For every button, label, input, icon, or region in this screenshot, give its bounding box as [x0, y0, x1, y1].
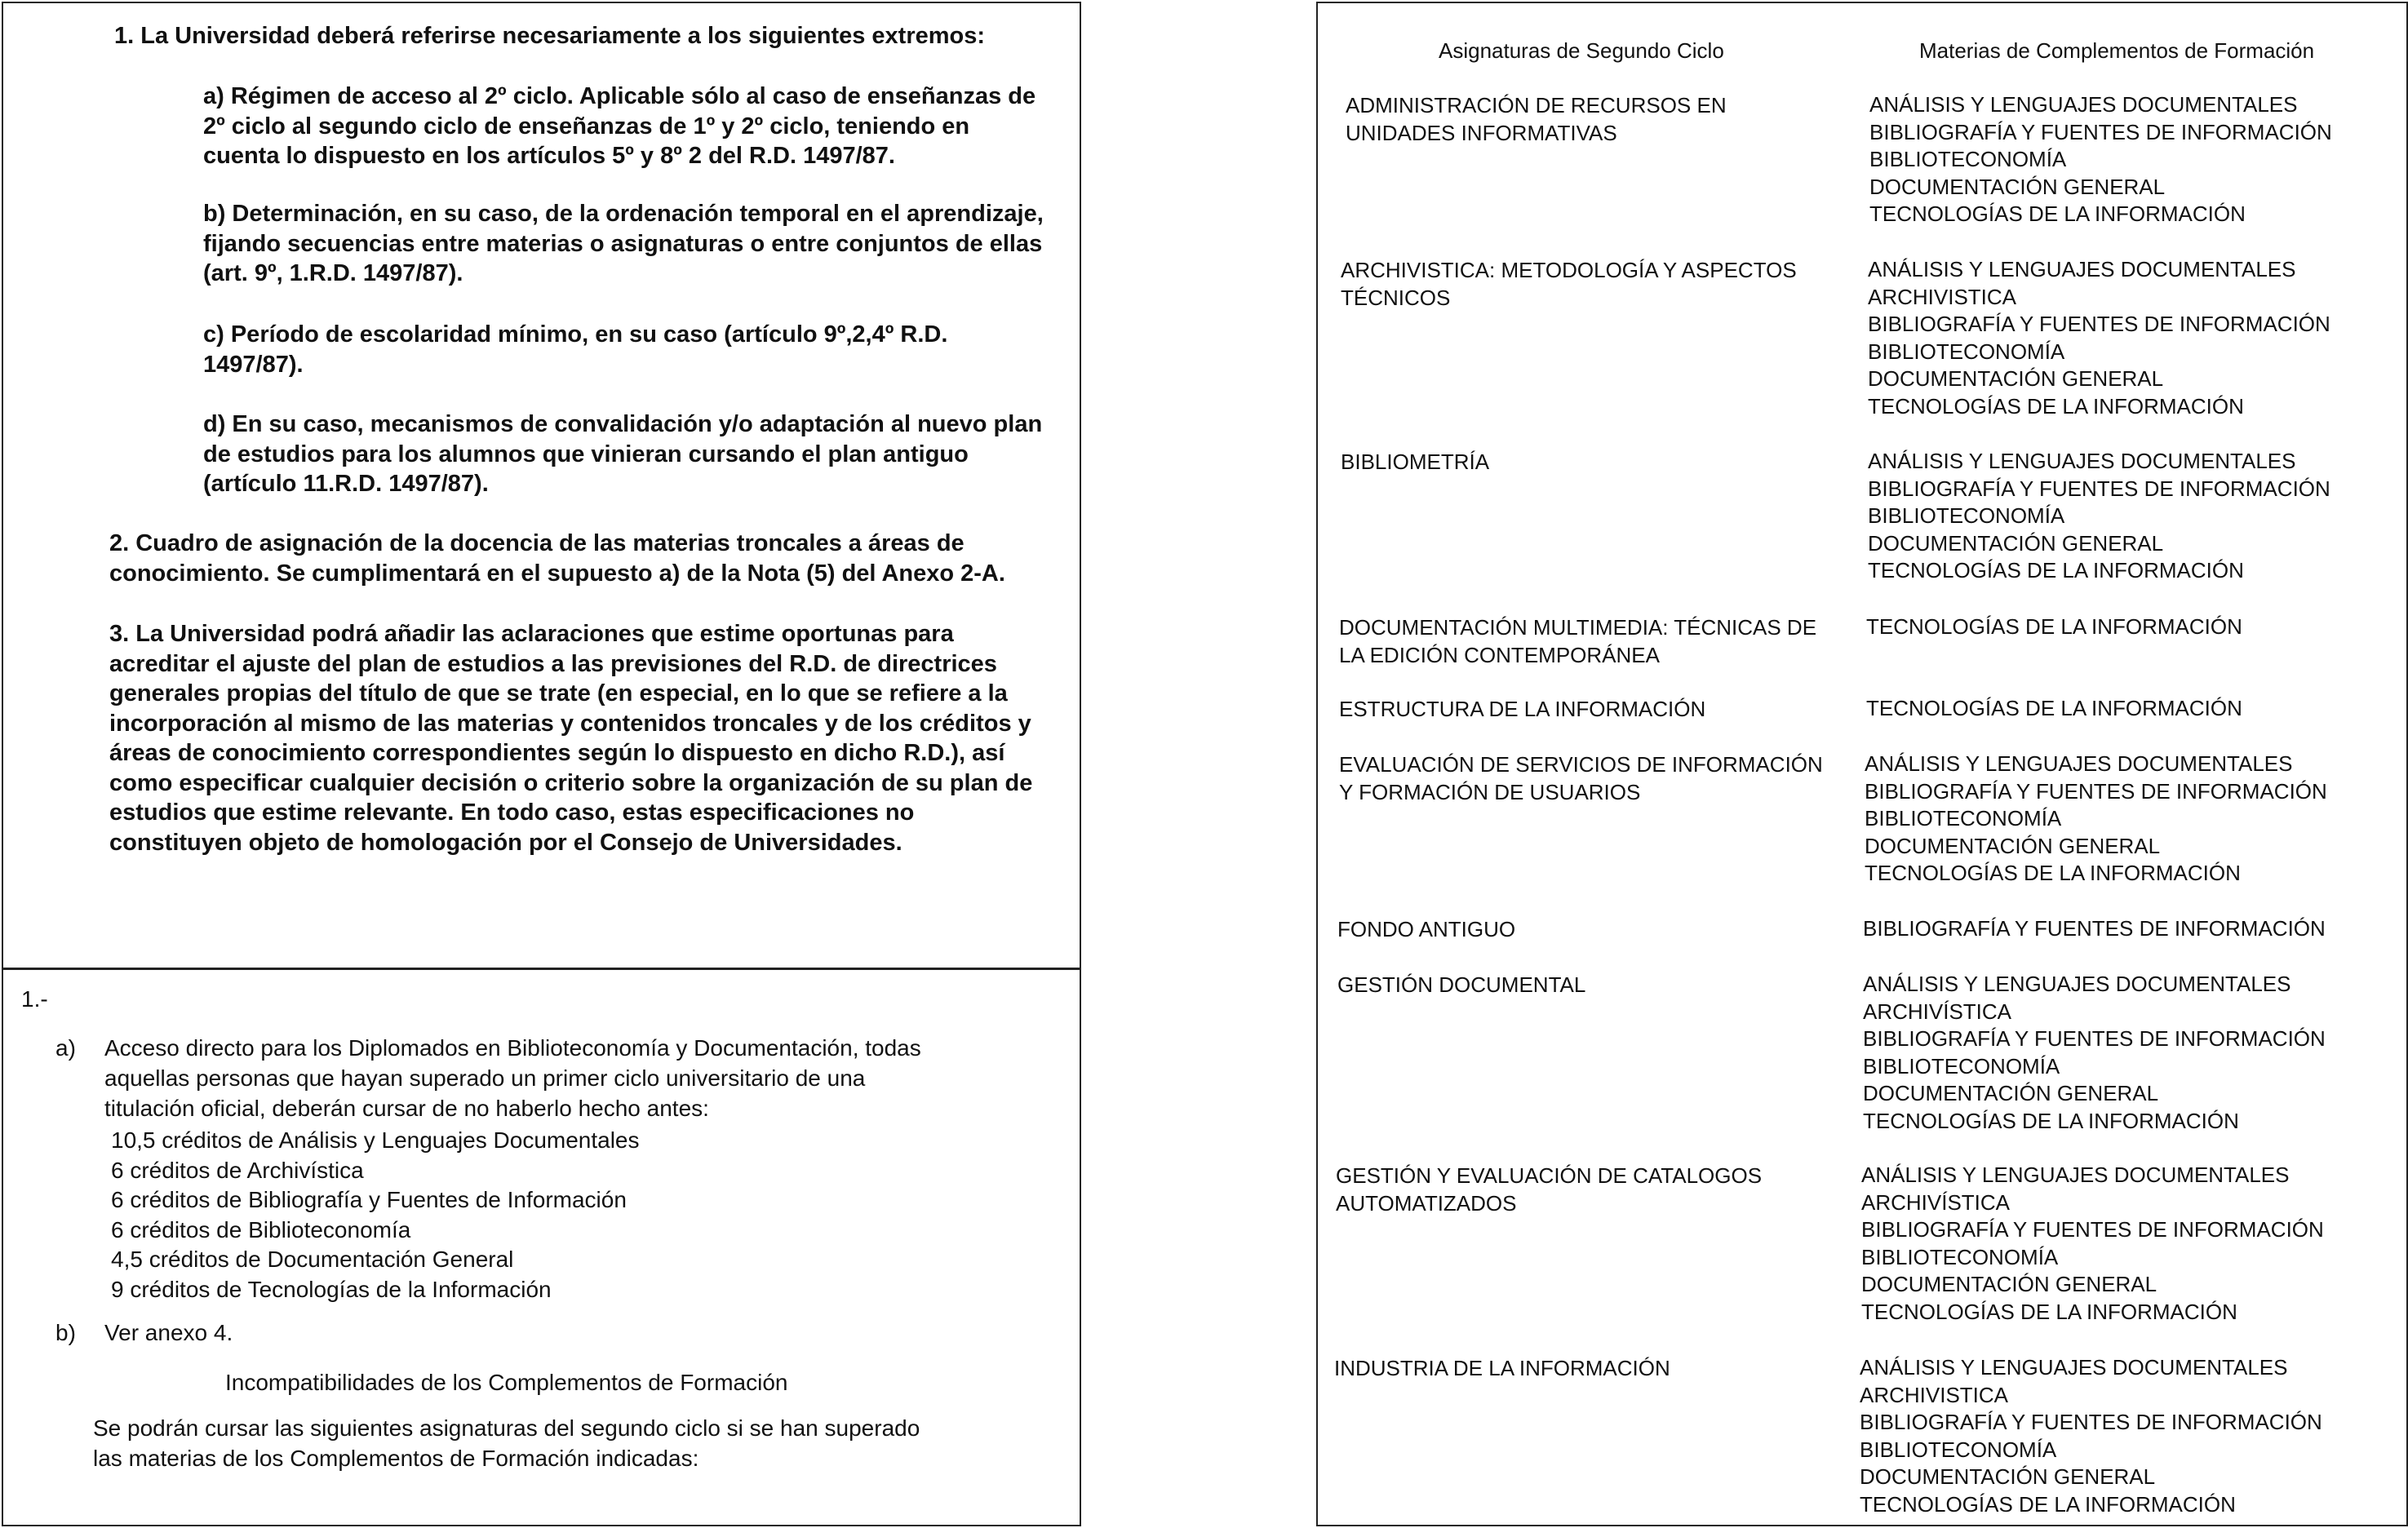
- materias-list: [1869, 91, 2408, 228]
- materias-list: [1863, 915, 2401, 943]
- item-1: 1. La Universidad deberá referirse necesariamente a los siguientes extremos:: [114, 23, 986, 49]
- subject-name: ESTRUCTURA DE LA INFORMACIÓN: [1339, 697, 1706, 721]
- item-3: 3. La Universidad podrá añadir las aclaraciones que estime oportunas para acreditar el ajuste del plan de estudios a las previsiones del R.D. de directrices generales propias del título de que se trate (en especial, en lo que se refiere a la incorporación al mismo de las materias y contenidos troncales y de los créditos y áreas de conocimiento correspondientes según lo dispuesto en dicho R.D.), así como especificar cualquier decisión o criterio sobre la organización de su plan de estudios que estime relevante. En todo caso, estas especificaciones no constituyen objeto de homologación por el Consejo de Universidades.: [109, 621, 1033, 856]
- item-1c: c) Período de escolaridad mínimo, en su caso (artículo 9º,2,4º R.D. 1497/87).: [203, 321, 948, 378]
- subjects-table: [1316, 2, 2408, 1526]
- closing-paragraph: Se podrán cursar las siguientes asignaturas del segundo ciclo si se han superado las materias de los Complementos de Formación indicadas:: [93, 1415, 920, 1471]
- materias-list: [1866, 695, 2405, 723]
- materia: ARCHIVISTICA: [1860, 1382, 2009, 1407]
- header-materias: Materias de Complementos de Formación: [1919, 38, 2315, 63]
- subject-name: INDUSTRIA DE LA INFORMACIÓN: [1334, 1356, 1670, 1380]
- subject-name: GESTIÓN DOCUMENTAL: [1337, 972, 1586, 997]
- materia: BIBLIOTECONOMÍA: [1863, 1053, 2060, 1078]
- credits-list: [111, 1126, 640, 1304]
- subject-name: BIBLIOMETRÍA: [1341, 450, 1490, 474]
- instructions-box: [2, 2, 1081, 970]
- access-box: [2, 968, 1081, 1526]
- materia: TECNOLOGÍAS DE LA INFORMACIÓN: [1866, 696, 2242, 720]
- materias-list: [1861, 1162, 2400, 1326]
- materia: TECNOLOGÍAS DE LA INFORMACIÓN: [1866, 614, 2242, 639]
- materia: DOCUMENTACIÓN GENERAL: [1860, 1464, 2156, 1489]
- materias-list: [1865, 751, 2403, 888]
- materia: ANÁLISIS Y LENGUAJES DOCUMENTALES: [1869, 92, 2298, 117]
- item-1d: d) En su caso, mecanismos de convalidación y/o adaptación al nuevo plan de estudios para los alumnos que vinieran cursando el plan antiguo (artículo 11.R.D. 1497/87).: [203, 411, 1043, 497]
- subject-name: ARCHIVISTICA: METODOLOGÍA Y ASPECTOS TÉCNICOS: [1341, 258, 1797, 310]
- section-number: 1.-: [21, 986, 48, 1012]
- materia: TECNOLOGÍAS DE LA INFORMACIÓN: [1860, 1491, 2236, 1517]
- item-1a: a) Régimen de acceso al 2º ciclo. Aplicable sólo al caso de enseñanzas de 2º ciclo al segundo ciclo de enseñanzas de 1º y 2º ciclo, teniendo en cuenta lo dispuesto en los artículos 5º y 8º 2 del R.D. 1497/87.: [203, 83, 1036, 169]
- materia: ANÁLISIS Y LENGUAJES DOCUMENTALES: [1863, 972, 2291, 996]
- item-b-marker: b): [55, 1320, 76, 1345]
- materias-list: [1866, 613, 2405, 641]
- credit-item: 6 créditos de Archivística: [111, 1157, 364, 1183]
- materias-list: [1868, 256, 2406, 420]
- materia: BIBLIOGRAFÍA Y FUENTES DE INFORMACIÓN: [1860, 1410, 2322, 1434]
- subject-name: DOCUMENTACIÓN MULTIMEDIA: TÉCNICAS DE LA EDICIÓN CONTEMPORÁNEA: [1339, 615, 1817, 667]
- materia: TECNOLOGÍAS DE LA INFORMACIÓN: [1868, 393, 2244, 419]
- materia: BIBLIOTECONOMÍA: [1868, 503, 2065, 528]
- materia: BIBLIOTECONOMÍA: [1861, 1244, 2059, 1269]
- header-subjects: Asignaturas de Segundo Ciclo: [1439, 38, 1724, 63]
- materia: BIBLIOGRAFÍA Y FUENTES DE INFORMACIÓN: [1863, 1026, 2326, 1051]
- materia: BIBLIOGRAFÍA Y FUENTES DE INFORMACIÓN: [1865, 778, 2327, 804]
- materia: TECNOLOGÍAS DE LA INFORMACIÓN: [1865, 861, 2241, 885]
- materia: ARCHIVISTICA: [1868, 284, 2017, 309]
- materia: DOCUMENTACIÓN GENERAL: [1868, 366, 2164, 391]
- materia: BIBLIOTECONOMÍA: [1860, 1437, 2057, 1462]
- credit-item: 10,5 créditos de Análisis y Lenguajes Documentales: [111, 1127, 640, 1153]
- materia: ANÁLISIS Y LENGUAJES DOCUMENTALES: [1860, 1355, 2288, 1380]
- subject-name: ADMINISTRACIÓN DE RECURSOS EN UNIDADES INFORMATIVAS: [1346, 93, 1727, 145]
- materia: BIBLIOGRAFÍA Y FUENTES DE INFORMACIÓN: [1863, 916, 2326, 941]
- materia: BIBLIOGRAFÍA Y FUENTES DE INFORMACIÓN: [1861, 1217, 2324, 1242]
- item-2: 2. Cuadro de asignación de la docencia de las materias troncales a áreas de conocimiento. Se cumplimentará en el supuesto a) de la Nota (5) del Anexo 2-A.: [109, 530, 1005, 587]
- materia: DOCUMENTACIÓN GENERAL: [1868, 530, 2164, 556]
- subject-name: EVALUACIÓN DE SERVICIOS DE INFORMACIÓN Y FORMACIÓN DE USUARIOS: [1339, 752, 1823, 804]
- materia: ANÁLISIS Y LENGUAJES DOCUMENTALES: [1861, 1163, 2290, 1187]
- materia: DOCUMENTACIÓN GENERAL: [1869, 174, 2166, 199]
- subject-name: FONDO ANTIGUO: [1337, 917, 1516, 941]
- incompatibilities-heading: Incompatibilidades de los Complementos de Formación: [225, 1370, 788, 1395]
- materia: DOCUMENTACIÓN GENERAL: [1865, 833, 2161, 858]
- materia: BIBLIOTECONOMÍA: [1868, 339, 2065, 364]
- credit-item: 6 créditos de Biblioteconomía: [111, 1216, 411, 1242]
- materia: TECNOLOGÍAS DE LA INFORMACIÓN: [1861, 1299, 2237, 1324]
- materia: TECNOLOGÍAS DE LA INFORMACIÓN: [1869, 202, 2246, 226]
- materias-list: [1868, 448, 2406, 585]
- materia: BIBLIOGRAFÍA Y FUENTES DE INFORMACIÓN: [1868, 312, 2330, 336]
- materia: BIBLIOGRAFÍA Y FUENTES DE INFORMACIÓN: [1869, 119, 2332, 144]
- materia: ARCHIVÍSTICA: [1861, 1189, 2011, 1215]
- item-b-text: Ver anexo 4.: [104, 1320, 233, 1345]
- materias-list: [1860, 1354, 2398, 1518]
- materia: BIBLIOGRAFÍA Y FUENTES DE INFORMACIÓN: [1868, 476, 2330, 501]
- item-a-marker: a): [55, 1035, 76, 1061]
- materia: TECNOLOGÍAS DE LA INFORMACIÓN: [1868, 558, 2244, 582]
- credit-item: 6 créditos de Bibliografía y Fuentes de Información: [111, 1187, 627, 1212]
- materia: ARCHIVÍSTICA: [1863, 999, 2012, 1024]
- materia: ANÁLISIS Y LENGUAJES DOCUMENTALES: [1868, 257, 2296, 281]
- item-a-text: Acceso directo para los Diplomados en Biblioteconomía y Documentación, todas aquellas personas que hayan superado un primer ciclo universitario de una titulación oficial, deberán cursar de no haberlo hecho antes:: [104, 1035, 921, 1121]
- materia: DOCUMENTACIÓN GENERAL: [1863, 1081, 2159, 1105]
- credit-item: 9 créditos de Tecnologías de la Información: [111, 1276, 552, 1302]
- materia: BIBLIOTECONOMÍA: [1865, 806, 2062, 830]
- item-1b: b) Determinación, en su caso, de la ordenación temporal en el aprendizaje, fijando secuencias entre materias o asignaturas o entre conjuntos de ellas (art. 9º, 1.R.D. 1497/87).: [203, 201, 1044, 286]
- materia: DOCUMENTACIÓN GENERAL: [1861, 1272, 2157, 1296]
- credit-item: 4,5 créditos de Documentación General: [111, 1247, 514, 1272]
- materias-list: [1863, 971, 2401, 1135]
- materia: BIBLIOTECONOMÍA: [1869, 147, 2067, 171]
- materia: ANÁLISIS Y LENGUAJES DOCUMENTALES: [1868, 449, 2296, 473]
- materia: ANÁLISIS Y LENGUAJES DOCUMENTALES: [1865, 751, 2293, 776]
- materia: TECNOLOGÍAS DE LA INFORMACIÓN: [1863, 1108, 2239, 1133]
- subject-name: GESTIÓN Y EVALUACIÓN DE CATALOGOS AUTOMATIZADOS: [1336, 1163, 1763, 1216]
